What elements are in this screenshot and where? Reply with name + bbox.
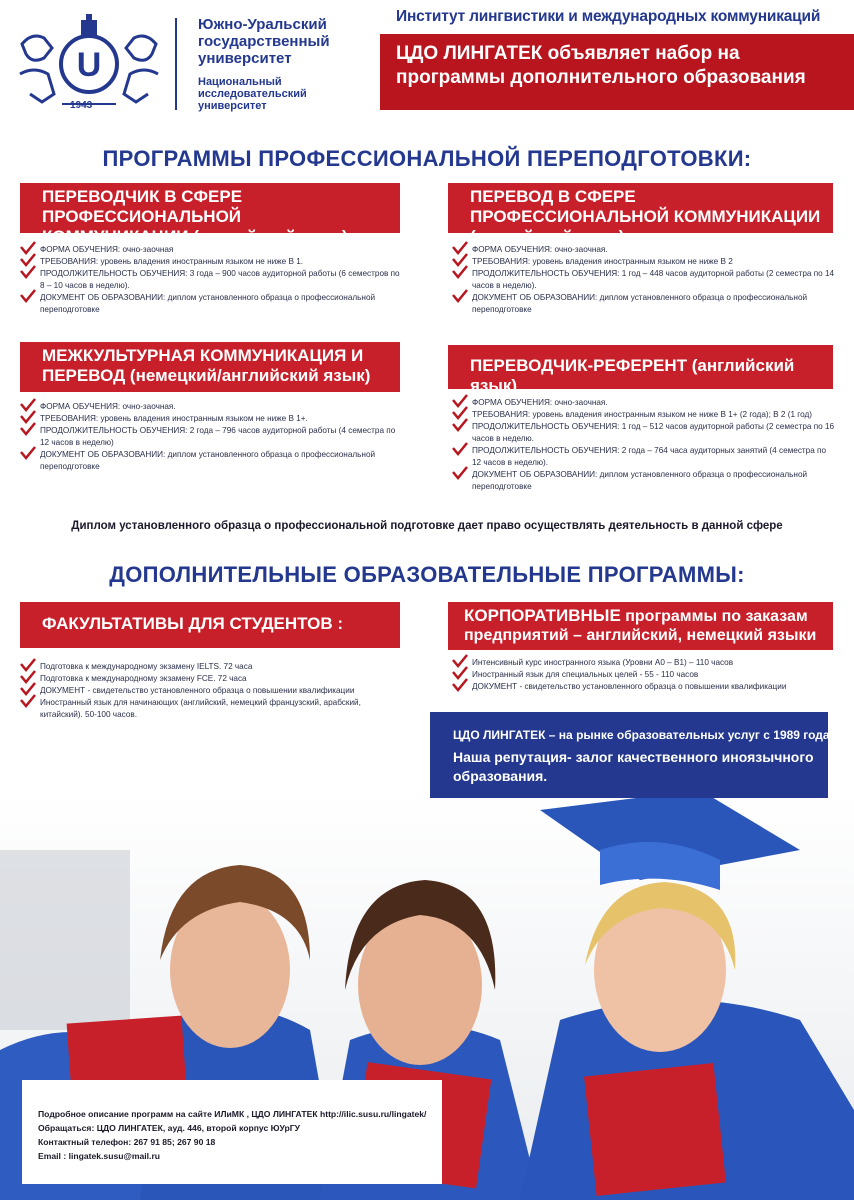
- electives-title: ФАКУЛЬТАТИВЫ ДЛЯ СТУДЕНТОВ :: [20, 602, 400, 648]
- list-item: ФОРМА ОБУЧЕНИЯ: очно-заочная.: [18, 401, 403, 413]
- university-subtitle: Национальный исследовательский университет: [198, 76, 307, 112]
- institute-name: Институт лингвистики и международных коммуникаций: [396, 8, 821, 25]
- program-title-2: ПЕРЕВОД В СФЕРЕ ПРОФЕССИОНАЛЬНОЙ КОММУНИКАЦИИ (английский язык): [448, 183, 833, 233]
- list-item: ПРОДОЛЖИТЕЛЬНОСТЬ ОБУЧЕНИЯ: 1 год – 512 часов аудиторной работы (2 семестра по 16 часов в неделю.: [450, 421, 835, 445]
- list-item: ПРОДОЛЖИТЕЛЬНОСТЬ ОБУЧЕНИЯ: 1 год – 448 часов аудиторной работы (2 семестра по 14 часов в неделю).: [450, 268, 835, 292]
- section-title-retraining: ПРОГРАММЫ ПРОФЕССИОНАЛЬНОЙ ПЕРЕПОДГОТОВКИ:: [102, 146, 752, 171]
- diploma-tagline: Диплом установленного образца о профессиональной подготовке дает право осуществлять деятельность в данной сфере: [71, 520, 783, 532]
- list-item: ПРОДОЛЖИТЕЛЬНОСТЬ ОБУЧЕНИЯ: 3 года – 900 часов аудиторной работы (6 семестров по 8 – 10 часов в неделю).: [18, 268, 403, 292]
- list-item: ДОКУМЕНТ - свидетельство установленного образца о повышении квалификации: [18, 685, 403, 697]
- electives-list: [18, 661, 403, 721]
- contact-address: Обращаться: ЦДО ЛИНГАТЕК, ауд. 446, второй корпус ЮУрГУ: [38, 1123, 301, 1133]
- list-item: ТРЕБОВАНИЯ: уровень владения иностранным языком не ниже В 1+.: [18, 413, 403, 425]
- contact-phone: Контактный телефон: 267 91 85; 267 90 18: [38, 1137, 216, 1147]
- list-item: ФОРМА ОБУЧЕНИЯ: очно-заочная.: [450, 244, 835, 256]
- list-item: ТРЕБОВАНИЯ: уровень владения иностранным языком не ниже В 2: [450, 256, 835, 268]
- checkmark-icon: [20, 422, 36, 436]
- contact-email[interactable]: Email : lingatek.susu@mail.ru: [38, 1151, 161, 1161]
- list-item: Подготовка к международному экзамену FCE. 72 часа: [18, 673, 403, 685]
- checkmark-icon: [452, 442, 468, 456]
- program-list-2: [450, 244, 835, 316]
- checkmark-icon: [452, 678, 468, 692]
- checkmark-icon: [20, 289, 36, 303]
- program-title-4: ПЕРЕВОДЧИК-РЕФЕРЕНТ (английский язык): [448, 345, 833, 389]
- list-item: Иностранный язык для специальных целей - 55 - 110 часов: [450, 669, 835, 681]
- program-title-3: МЕЖКУЛЬТУРНАЯ КОММУНИКАЦИЯ И ПЕРЕВОД (немецкий/английский язык): [20, 342, 400, 392]
- list-item: ФОРМА ОБУЧЕНИЯ: очно-заочная: [18, 244, 403, 256]
- program-list-4: [450, 397, 835, 493]
- checkmark-icon: [20, 265, 36, 279]
- list-item: ДОКУМЕНТ - свидетельство установленного образца о повышении квалификации: [450, 681, 835, 693]
- list-item: ТРЕБОВАНИЯ: уровень владения иностранным языком не ниже В 1.: [18, 256, 403, 268]
- list-item: Подготовка к международному экзамену IELTS. 72 часа: [18, 661, 403, 673]
- university-emblem-icon: [14, 14, 164, 114]
- checkmark-icon: [452, 289, 468, 303]
- checkmark-icon: [452, 418, 468, 432]
- program-list-3: [18, 401, 403, 473]
- checkmark-icon: [452, 466, 468, 480]
- list-item: Иностранный язык для начинающих (английский, немецкий французский, арабский, китайский). 50-100 часов.: [18, 697, 403, 721]
- contact-website[interactable]: Подробное описание программ на сайте ИЛиМК , ЦДО ЛИНГАТЕК http://ilic.susu.ru/lingatek/: [38, 1109, 427, 1119]
- program-list-1: [18, 244, 403, 316]
- checkmark-icon: [452, 265, 468, 279]
- list-item: ПРОДОЛЖИТЕЛЬНОСТЬ ОБУЧЕНИЯ: 2 года – 796 часов аудиторной работы (4 семестра по 12 часов в неделю): [18, 425, 403, 449]
- list-item: ДОКУМЕНТ ОБ ОБРАЗОВАНИИ: диплом установленного образца о профессиональной переподготовке: [450, 292, 835, 316]
- program-title-1: ПЕРЕВОДЧИК В СФЕРЕ ПРОФЕССИОНАЛЬНОЙ КОММУНИКАЦИИ (английский язык): [20, 183, 400, 233]
- checkmark-icon: [20, 694, 36, 708]
- checkmark-icon: [20, 446, 36, 460]
- announcement-text: ЦДО ЛИНГАТЕК объявляет набор на программы дополнительного образования: [396, 43, 806, 88]
- svg-text:U: U: [76, 46, 102, 84]
- corporate-list: [450, 657, 835, 693]
- university-name: Южно-Уральский государственный университет: [198, 16, 330, 67]
- promo-text: ЦДО ЛИНГАТЕК – на рынке образовательных услуг с 1989 года. Наша репутация- залог качественного иноязычного образования.: [453, 728, 833, 784]
- header-divider: [175, 18, 177, 110]
- list-item: ТРЕБОВАНИЯ: уровень владения иностранным языком не ниже В 1+ (2 года); В 2 (1 год): [450, 409, 835, 421]
- list-item: ДОКУМЕНТ ОБ ОБРАЗОВАНИИ: диплом установленного образца о профессиональной переподготовке: [18, 449, 403, 473]
- list-item: ПРОДОЛЖИТЕЛЬНОСТЬ ОБУЧЕНИЯ: 2 года – 764 часа аудиторных занятий (4 семестра по 12 часов в неделю).: [450, 445, 835, 469]
- list-item: ФОРМА ОБУЧЕНИЯ: очно-заочная.: [450, 397, 835, 409]
- list-item: ДОКУМЕНТ ОБ ОБРАЗОВАНИИ: диплом установленного образца о профессиональной переподготовке: [18, 292, 403, 316]
- section-title-additional: ДОПОЛНИТЕЛЬНЫЕ ОБРАЗОВАТЕЛЬНЫЕ ПРОГРАММЫ:: [109, 562, 745, 587]
- list-item: ДОКУМЕНТ ОБ ОБРАЗОВАНИИ: диплом установленного образца о профессиональной переподготовке: [450, 469, 835, 493]
- founding-year: 1943: [70, 100, 93, 111]
- contact-info: [38, 1107, 458, 1163]
- corporate-title: КОРПОРАТИВНЫЕ программы по заказам предприятий – английский, немецкий языки: [448, 602, 833, 650]
- list-item: Интенсивный курс иностранного языка (Уровни А0 – В1) – 110 часов: [450, 657, 835, 669]
